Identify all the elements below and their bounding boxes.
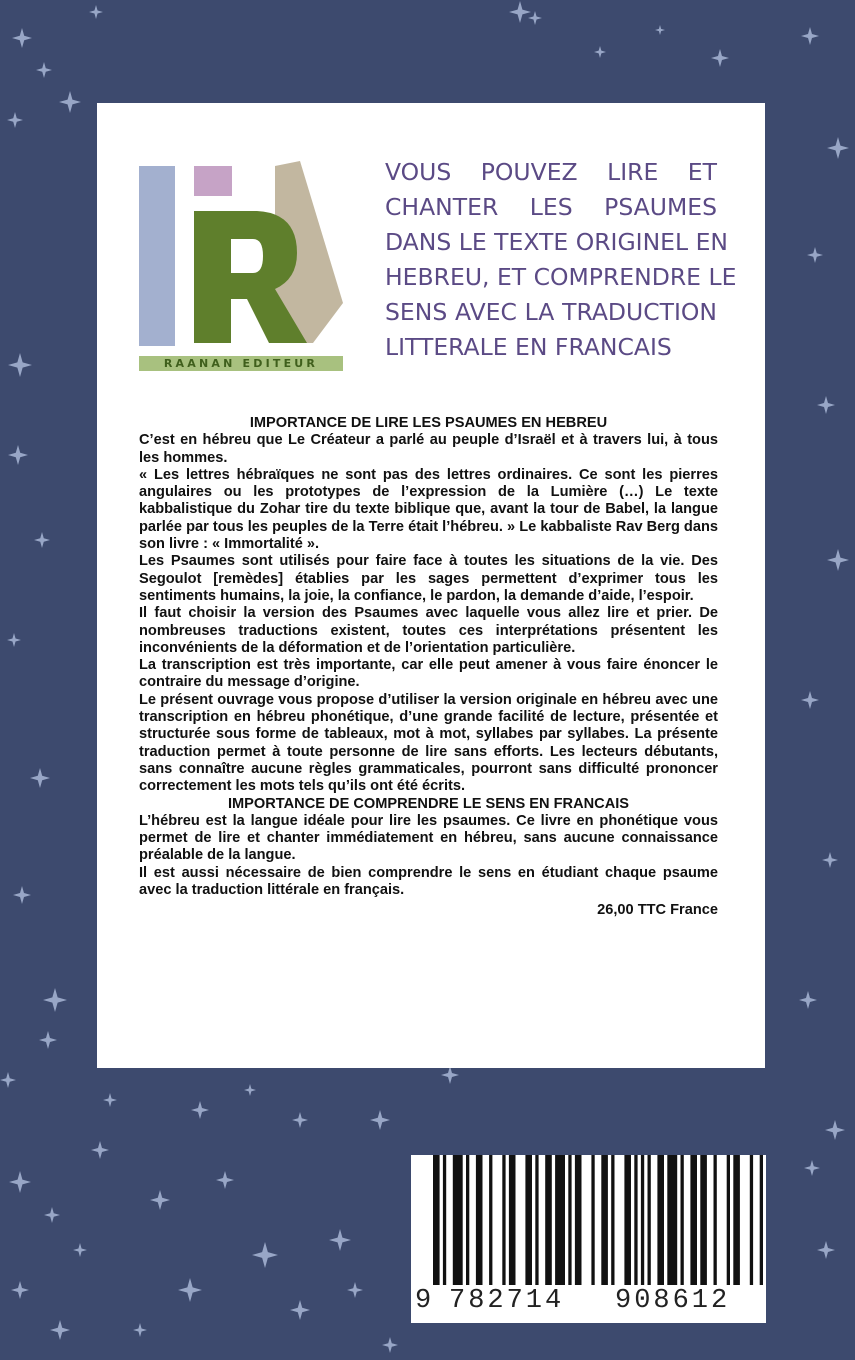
paragraph: Le présent ouvrage vous propose d’utiliser la version originale en hébreu avec une transcription en hébreu phonétique, d’une grande facilité de lecture, présentée et structurée sous forme de tableaux, mot à mot, syllabes par syllabes. La présente traduction permet à toute personne de lire sans efforts. Les lecteurs débutants, sans connaître aucune règles grammaticales, pourront sans difficulté prononcer correctement les mots tels qu’ils ont été écrits. bbox=[139, 691, 718, 795]
star-decoration bbox=[244, 1084, 256, 1096]
barcode-bar bbox=[509, 1155, 516, 1285]
star-decoration bbox=[290, 1300, 310, 1320]
star-decoration bbox=[216, 1171, 234, 1189]
star-decoration bbox=[801, 691, 819, 709]
star-decoration bbox=[0, 1072, 16, 1088]
paragraph: Il est aussi nécessaire de bien comprendre le sens en étudiant chaque psaume avec la traduction littérale en français. bbox=[139, 864, 718, 899]
star-decoration bbox=[11, 1281, 29, 1299]
paragraph: « Les lettres hébraïques ne sont pas des lettres ordinaires. Ce sont les pierres angulaires ou les prototypes de l’expression de la Lumière (…) Le texte kabbalistique du Zohar tire du texte biblique que, avant la tour de Babel, la langue parlée par tous les peuples de la Terre était l’hébreu. » Le kabbaliste Rav Berg dans son livre : « Immortalité ». bbox=[139, 466, 718, 553]
back-cover-text-panel bbox=[97, 103, 765, 1068]
barcode-bar bbox=[733, 1155, 740, 1285]
star-decoration bbox=[7, 112, 23, 128]
barcode-bar bbox=[575, 1155, 582, 1285]
paragraph: La transcription est très importante, car elle peut amener à vous faire énoncer le contraire du message d’origine. bbox=[139, 657, 718, 691]
star-decoration bbox=[801, 27, 819, 45]
tagline-line: HEBREU, ET COMPRENDRE LE bbox=[385, 263, 737, 291]
isbn-group-left: 782714 bbox=[449, 1286, 565, 1316]
section-heading: IMPORTANCE DE COMPRENDRE LE SENS EN FRANCAIS bbox=[227, 795, 630, 812]
star-decoration bbox=[441, 1066, 459, 1084]
paragraph: Les Psaumes sont utilisés pour faire face à toutes les situations de la vie. Des Segoulot [remèdes] établies par les sages permettent d’exprimer tous les sentiments humains, la joie, la confiance, le pardon, la demande d’aide, l’espoir. bbox=[139, 553, 718, 604]
star-decoration bbox=[799, 991, 817, 1009]
barcode-bar bbox=[657, 1155, 664, 1285]
star-decoration bbox=[50, 1320, 70, 1340]
barcode-bar bbox=[760, 1155, 763, 1285]
barcode-bar bbox=[601, 1155, 608, 1285]
barcode-bar bbox=[700, 1155, 707, 1285]
isbn-group-right: 908612 bbox=[615, 1286, 731, 1316]
barcode-bar bbox=[648, 1155, 651, 1285]
paragraph: C’est en hébreu que Le Créateur a parlé au peuple d’Israël et à travers lui, à tous les hommes. bbox=[139, 432, 718, 466]
barcode-bar bbox=[453, 1155, 463, 1285]
star-decoration bbox=[329, 1229, 351, 1251]
barcode-bar bbox=[466, 1155, 469, 1285]
star-decoration bbox=[44, 1207, 60, 1223]
star-decoration bbox=[827, 137, 849, 159]
star-decoration bbox=[9, 1171, 31, 1193]
tagline-line: VOUS POUVEZ LIRE ET bbox=[385, 158, 717, 186]
barcode-bar bbox=[525, 1155, 532, 1285]
description-text bbox=[139, 415, 718, 920]
star-decoration bbox=[8, 353, 32, 377]
star-decoration bbox=[13, 886, 31, 904]
star-decoration bbox=[91, 1141, 109, 1159]
barcode-bar bbox=[611, 1155, 614, 1285]
star-decoration bbox=[817, 1241, 835, 1259]
star-decoration bbox=[36, 62, 52, 78]
tagline-line: SENS AVEC LA TRADUCTION bbox=[385, 298, 717, 326]
star-decoration bbox=[807, 247, 823, 263]
star-decoration bbox=[655, 25, 665, 35]
barcode-bar bbox=[634, 1155, 637, 1285]
barcode-bar bbox=[568, 1155, 571, 1285]
star-decoration bbox=[191, 1101, 209, 1119]
star-decoration bbox=[817, 396, 835, 414]
star-decoration bbox=[825, 1120, 845, 1140]
barcode-bar bbox=[727, 1155, 730, 1285]
isbn-barcode bbox=[411, 1155, 766, 1323]
barcode-bar bbox=[555, 1155, 565, 1285]
barcode-bar bbox=[591, 1155, 594, 1285]
barcode-bar bbox=[433, 1155, 440, 1285]
barcode-bar bbox=[714, 1155, 717, 1285]
barcode-bar bbox=[690, 1155, 697, 1285]
price: 26,00 TTC France bbox=[597, 902, 718, 919]
star-decoration bbox=[73, 1243, 87, 1257]
star-decoration bbox=[509, 1, 531, 23]
star-decoration bbox=[103, 1093, 117, 1107]
star-decoration bbox=[382, 1337, 398, 1353]
star-decoration bbox=[804, 1160, 820, 1176]
barcode-bar bbox=[502, 1155, 505, 1285]
star-decoration bbox=[822, 852, 838, 868]
star-decoration bbox=[594, 46, 606, 58]
star-decoration bbox=[528, 11, 542, 25]
barcode-bar bbox=[667, 1155, 677, 1285]
raanan-editeur-logo bbox=[137, 161, 345, 373]
tagline bbox=[385, 155, 737, 365]
paragraph: L’hébreu est la langue idéale pour lire les psaumes. Ce livre en phonétique vous permet de lire et chanter immédiatement en hébreu, sans aucune connaissance préalable de la langue. bbox=[139, 812, 718, 864]
star-decoration bbox=[89, 5, 103, 19]
star-decoration bbox=[292, 1112, 308, 1128]
tagline-line: DANS LE TEXTE ORIGINEL EN bbox=[385, 228, 729, 256]
section-heading: IMPORTANCE DE LIRE LES PSAUMES EN HEBREU bbox=[249, 415, 608, 431]
star-decoration bbox=[39, 1031, 57, 1049]
star-decoration bbox=[8, 445, 28, 465]
star-decoration bbox=[252, 1242, 278, 1268]
paragraph: Il faut choisir la version des Psaumes avec laquelle vous allez lire et prier. De nombreuses traductions existent, toutes ces interprétations présentent les inconvénients de la déformation et de l’orientation particulière. bbox=[139, 605, 718, 656]
star-decoration bbox=[711, 49, 729, 67]
star-decoration bbox=[59, 91, 81, 113]
star-decoration bbox=[30, 768, 50, 788]
star-decoration bbox=[150, 1190, 170, 1210]
barcode-bar bbox=[641, 1155, 644, 1285]
star-decoration bbox=[12, 28, 32, 48]
barcode-bar bbox=[489, 1155, 492, 1285]
star-decoration bbox=[7, 633, 21, 647]
barcode-bar bbox=[624, 1155, 631, 1285]
barcode-bar bbox=[535, 1155, 538, 1285]
barcode-bar bbox=[681, 1155, 684, 1285]
star-decoration bbox=[34, 532, 50, 548]
star-decoration bbox=[43, 988, 67, 1012]
logo-caption: RAANAN EDITEUR bbox=[139, 356, 343, 371]
star-decoration bbox=[370, 1110, 390, 1130]
star-decoration bbox=[827, 549, 849, 571]
barcode-bar bbox=[750, 1155, 753, 1285]
isbn-first-digit: 9 bbox=[415, 1286, 435, 1316]
barcode-bar bbox=[443, 1155, 446, 1285]
barcode-bar bbox=[476, 1155, 483, 1285]
tagline-line: CHANTER LES PSAUMES bbox=[385, 193, 717, 221]
star-decoration bbox=[178, 1278, 202, 1302]
tagline-line: LITTERALE EN FRANCAIS bbox=[385, 333, 672, 361]
star-decoration bbox=[133, 1323, 147, 1337]
star-decoration bbox=[347, 1282, 363, 1298]
barcode-bar bbox=[545, 1155, 552, 1285]
